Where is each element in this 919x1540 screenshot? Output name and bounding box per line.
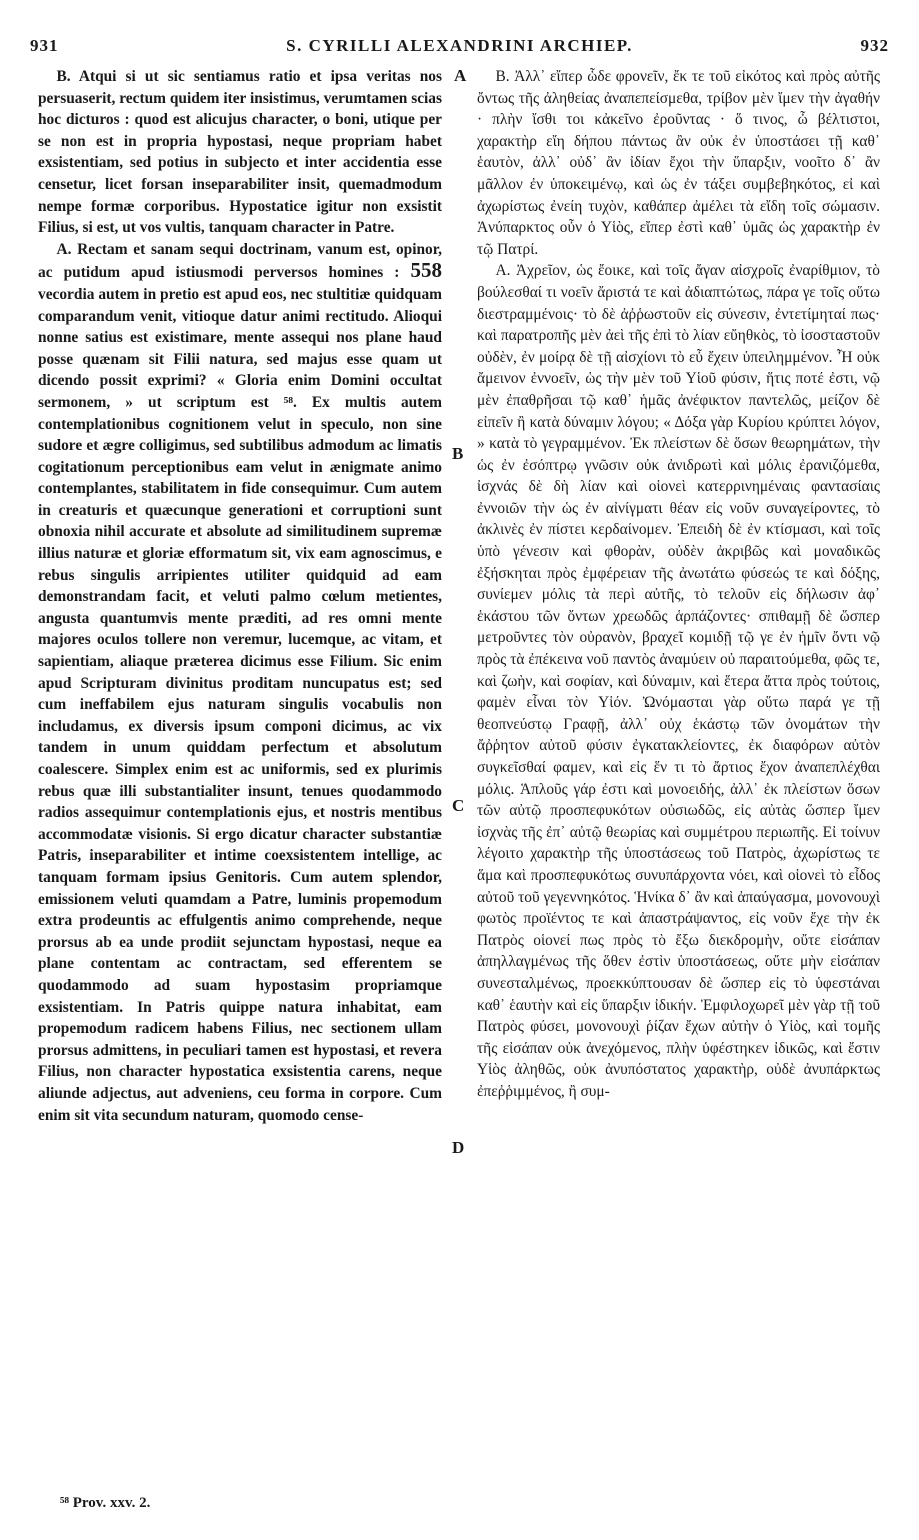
greek-paragraph-1: B. Ἀλλ᾽ εἴπερ ὧδε φρονεῖν, ἔκ τε τοῦ εἰκότος καὶ πρὸς αὐτῆς ὄντως τῆς ἀληθείας ἀναπεπείσμεθα, τρίβον μὲν ἴμεν τὴν ἀγαθήν · πλὴν ἴσθι τοι κἀκεῖνο ἐροῦντας · ὅ τινος, ὦ βέλτιστοι, χαρακτὴρ εἴη δήπου πάντως ἂν οὐκ ἐν ὑποστάσει τῇ καθ᾽ ἑαυτὸν, ἀλλ᾽ οὐδ᾽ ἂν ἰδίαν ἔχοι τὴν ὕπαρξιν, νοοῖτο δ᾽ ἂν μᾶλλον ἐν ὑποκειμένῳ, καὶ ὡς ἐν τάξει συμβεβηκότος, εἰ καὶ ἀχωρίστως ἐνείη τυχὸν, καθάπερ ἀμέλει τὰ εἴδη τοῖς σώμασιν. Ἀνύπαρκτος οὖν ὁ Υἱὸς, εἴπερ ἐστὶ καθ᾽ ὑμᾶς ὡς χαρακτὴρ ἐν τῷ Πατρί. [477,68,880,258]
latin-column [38,66,442,1456]
latin-paragraph-2-rest: vecordia autem in pretio est apud eos, nec stultitiæ quidquam comparandum venit, vitioque datur animi rectitudo. Alioqui nonne satius est existimare, mente assequi nos plane haud posse quænam sit Filii natura, sed majus esse quam ut dicendo possit exprimi? « Gloria enim Domini occultat sermonem, » ut scriptum est ⁵⁸. Ex multis autem contemplationibus cognitionem velut in speculo, non sine sudore et ægre colligimus, sed subtilibus admodum ac limatis cogitationum perceptionibus eam velut in ænigmate animo contemplantes, stabilitatem in fide consequimur. Cum autem in creaturis et quæcunque generationi et corruptioni sunt obnoxia nihil accurate et absolute ad similitudinem supremæ illius naturæ et gloriæ efformatum sit, vix eam agnoscimus, e rebus singulis arripientes utiliter quidquid ad eam demonstrandam facit, et veluti palmo cœlum metientes, angusta quantumvis mente præditi, ad res omni mente majores oculos tollere non veremur, lucemque, ac vitam, et sapientiam, aliaque præterea dicimus esse Filium. Sic enim apud Scripturam divinitus proditam nuncupatus est; sed cum ineffabilem ejus naturam singulis vocabulis non includamus, ex diversis ipsum componi dicimus, ac vix tandem in unum quiddam perfectum et absolutum coalescere. Simplex enim est ac uniformis, sed ex plurimis rebus quæ illi substantialiter insunt, tenues quodammodo radios assequimur contemplationis ejus, et nostris mentibus accommodatæ visionis. Si ergo dicatur character substantiæ Patris, inseparabiliter et intime coexsistentem intellige, ac tanquam formam ipsius Genitoris. Cum autem splendor, emissionem veluti quamdam a Patre, luminis propemodum extra prodeuntis ac effulgentis animo comprehende, neque prorsus ab ea unde prodiit sejunctam hypostasi, neque ea plane contentam ac contractam, sed efferentem se quodammodo ad suam hypostasim propriamque exsistentiam. In Patris quippe natura inhabitat, eam propemodum radicem habens Filius, nec sectionem ullam prorsus admittens, in peculiari tamen est hypostasi, et revera Filius, non character hypostatica exsistentia carens, neque aliunde adjectus, aut adveniens, ceu forma in corpore. Cum enim sit vita secundum naturam, quomodo cense- [38,285,442,1124]
margin-marker-c: C [452,796,465,815]
footnote-text: Prov. xxv. 2. [72,1495,151,1511]
margin-marker-a: A [454,66,467,85]
margin-marker-d: D [452,1138,465,1157]
page-number-left: 931 [30,36,59,55]
page-number-right: 932 [860,36,889,55]
latin-paragraph-2-start: A. Rectam et sanam sequi doctrinam, vanum est, opinor, ac putidum apud istiusmodi perversos homines : [38,240,442,282]
latin-paragraph-1: B. Atqui si ut sic sentiamus ratio et ipsa veritas nos persuaserit, rectum quidem iter insistimus, verumtamen scias hoc dicturos : quod est alicujus character, o boni, utique per se non est in propria hypostasi, neque propriam habet exsistentiam, sed potius in subjecto et inter accidentia esse censetur, licet forsan inseparabiliter insit, quemadmodum nempe formæ corporibus. Hypostatice igitur non exsistit Filius, si est, ut vos vultis, tanquam character in Patre. [38,68,442,237]
edition-page-number: 558 [410,258,442,283]
latin-paragraph-2 [38,239,442,1126]
running-title: S. CYRILLI ALEXANDRINI ARCHIEP. [286,36,633,55]
footnote [60,1495,150,1512]
greek-column [477,66,880,1456]
footnote-mark: ⁵⁸ [60,1495,69,1511]
margin-marker-b: B [452,444,464,463]
greek-paragraph-2: A. Ἀχρεῖον, ὡς ἔοικε, καὶ τοῖς ἄγαν αἰσχροῖς ἐναρίθμιον, τὸ βούλεσθαί τι νοεῖν ἄριστά τε καὶ ἀδιαπτώτως, πάρα γε τοῖς οὕτω διεστραμμένοις· τὸ δὲ ἀῤῥωστοῦν εἰς σύνεσιν, ἐντετίμηταί πως· καὶ παρατροπῆς μὲν ἀεὶ τῆς ἐπὶ τὸ λίαν εὔηθκὸς, τὸ ἰσοσταστοῦν οὐδὲν, ἐν μοίρᾳ δὲ τῇ αἰσχίονι τὸ εὖ ἔχειν ὑπειλημμένον. Ἦ οὐκ ἄμεινον ἐννοεῖν, ὡς τὴν μὲν τοῦ Υἱοῦ φύσιν, ἥτις ποτέ ἐστι, νῷ μὲν ἐπαθρῆσαι τῷ καθ᾽ ἡμᾶς ἀνέφικτον παντελῶς, μείζον δὲ εἰπεῖν ἢ κατὰ δύναμιν λόγου; « Δόξα γὰρ Κυρίου κρύπτει λόγον, » κατὰ τὸ γεγραμμένον. Ἐκ πλείστων δὲ ὅσων θεωρημάτων, τὴν ὡς ἐν ἐσόπτρῳ γνῶσιν οὐκ ἀνιδρωτὶ καὶ μόλις ἐρανιζόμεθα, ἰσχνάς δὲ δὴ λίαν καὶ οἱονεὶ κατερρινημέναις φαντασίαις ἐννοιῶν τὴν ὡς ἐν αἰνίγματι θέαν εἰς νοῦν συναγείροντες, τὸ ἀκλινὲς ἐν πίστει κερδαίνομεν. Ἐπειδὴ δὲ ἐν κτίσμασι, καὶ τοῖς ὑπὸ γένεσιν καὶ φθορὰν, οὐδὲν ἀκριβῶς καὶ μοναδικῶς ἐξήσκηται πρὸς ἐμφέρειαν τῆς ἀνωτάτω φύσεώς τε καὶ δόξης, συνίεμεν μόλις τὰ περὶ αὐτῆς, τὸ τελοῦν εἰς δήλωσιν ἀφ᾽ ἑκάστου τῶν ὄντων χρεωδῶς ἁρπάζοντες· σπιθαμῇ δὲ ὥσπερ μετροῦντες τὸν οὐρανὸν, βραχεῖ κομιδῇ τῷ γε ἐν ἡμῖν ὄντι νῷ πρὸς τὰ ἐπέκεινα νοῦ παντὸς ἀναμύειν οὐ παραιτούμεθα, φῶς τε, καὶ ζωὴν, καὶ σοφίαν, καὶ δύναμιν, καὶ ἕτερα ἄττα πρὸς τούτοις, φαμὲν εἶναι τὸν Υἱόν. Ὠνόμασται γὰρ οὕτω παρά γε τῇ θεοπνεύστῳ Γραφῇ, ἀλλ᾽ οὐχ ἑκάστῳ τῶν ὀνομάτων τὴν ἄῤῥητον αὐτοῦ φύσιν ἐγκατακλείοντες, ἐκ διαφόρων αὐτὸν συγκεῖσθαί φαμεν, καὶ εἰς ἕν τι τὸ ἄρτιος ἔχον ἀναπεπλέχθαι μόλις. Ἁπλοῦς γάρ ἐστι καὶ μονοειδής, ἀλλ᾽ ἐκ πλείστων ὅσων τῶν αὐτῷ προσπεφυκότων οὐσιωδῶς, εἰς αὐτὰς ὥσπερ ἴμεν ἰσχνὰς τῆς ἐπ᾽ αὐτῷ θεωρίας καὶ συμμέτρου περιωπῆς. Εἰ τοίνυν λέγοιτο χαρακτὴρ τῆς ὑποστάσεως τοῦ Πατρὸς, ἀχωρίστως τε ἅμα καὶ προσπεφυκότως συνυπάρχοντα νόει, καὶ οἱονεὶ τὸ εἶδος αὐτοῦ τοῦ γεγεννηκότος. Ἡνίκα δ᾽ ἂν καὶ ἀπαύγασμα, μονονουχὶ φωτὸς προϊέντος τε καὶ ἀπαστράψαντος, εἰς νοῦν ἔχε τὴν ἐκ Πατρὸς οἱονεί πως πρὸς τὸ ἔξω διεκδρομὴν, οὔτε εἰσάπαν ἀπηλλαγμένως τῆς ὅθεν ἐστὶν ὑποστάσεως, οὔτε μὴν εἰσάπαν συνεσταλμένως, προεκκύπτουσαν δὲ ὥσπερ εἰς τὸ ὑφεστάναι καθ᾽ ἑαυτὴν καὶ εἰς ὕπαρξιν ἰδικήν. Ἐμφιλοχωρεῖ μὲν γὰρ τῇ τοῦ Πατρὸς φύσει, μονονουχὶ ῥίζαν ἔχων αὐτὴν ὁ Υἱὸς, καὶ τομῆς τῆς εἰσάπαν οὐκ ἀνεχόμενος, πλὴν ὑφέστηκεν ἰδικῶς, καὶ ἔστιν Υἱὸς ἀληθῶς, οὐκ ἀνυπόστατος χαρακτὴρ, οὐδὲ ἀνυπάρκτως ἐπεῤῥιμμένος, ἢ συμ- [477,262,880,1100]
page-header [30,36,889,60]
